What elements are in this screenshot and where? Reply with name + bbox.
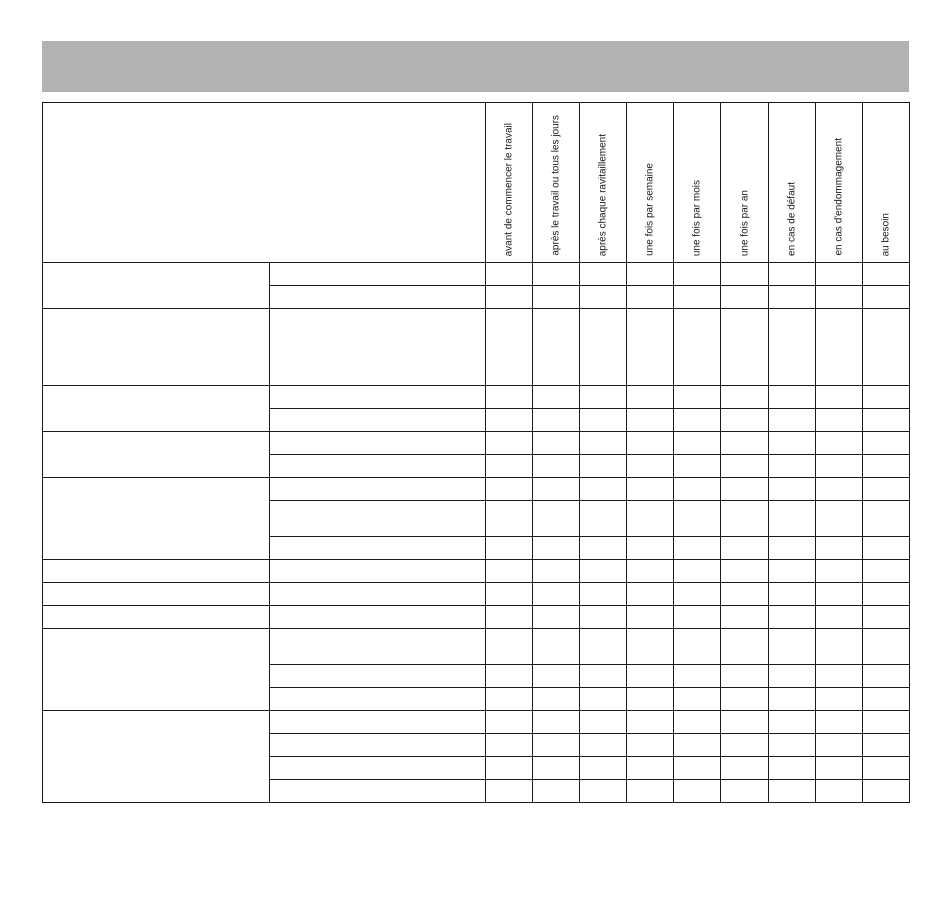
- check-cell[interactable]: [674, 583, 721, 606]
- check-cell[interactable]: [533, 309, 580, 386]
- check-cell[interactable]: [674, 757, 721, 780]
- check-cell[interactable]: [815, 780, 862, 803]
- check-cell[interactable]: [768, 263, 815, 286]
- check-cell[interactable]: [815, 478, 862, 501]
- check-cell[interactable]: [862, 780, 909, 803]
- check-cell[interactable]: [674, 734, 721, 757]
- freq-header-label: au besoin: [880, 212, 892, 256]
- task-cell: [269, 711, 485, 734]
- check-cell[interactable]: [486, 711, 533, 734]
- check-cell[interactable]: [533, 432, 580, 455]
- check-cell[interactable]: [627, 560, 674, 583]
- check-cell[interactable]: [627, 688, 674, 711]
- check-cell[interactable]: [721, 711, 768, 734]
- check-cell[interactable]: [862, 432, 909, 455]
- task-cell: [269, 780, 485, 803]
- check-cell[interactable]: [815, 432, 862, 455]
- check-cell[interactable]: [486, 780, 533, 803]
- freq-header-cell: [580, 103, 627, 263]
- check-cell[interactable]: [768, 286, 815, 309]
- check-cell[interactable]: [486, 501, 533, 537]
- check-cell[interactable]: [674, 606, 721, 629]
- freq-header-cell: [768, 103, 815, 263]
- freq-header-label: en cas d'endommagement: [833, 138, 845, 256]
- freq-header-cell: [721, 103, 768, 263]
- check-cell[interactable]: [862, 501, 909, 537]
- freq-header-label: avant de commencer le travail: [503, 122, 515, 256]
- check-cell[interactable]: [768, 583, 815, 606]
- check-cell[interactable]: [533, 780, 580, 803]
- task-cell: [269, 501, 485, 537]
- check-cell[interactable]: [627, 478, 674, 501]
- freq-header-label: après chaque ravitaillement: [597, 133, 609, 256]
- check-cell[interactable]: [815, 263, 862, 286]
- task-cell: [269, 478, 485, 501]
- check-cell[interactable]: [768, 688, 815, 711]
- check-cell[interactable]: [627, 432, 674, 455]
- check-cell[interactable]: [627, 455, 674, 478]
- check-cell[interactable]: [486, 286, 533, 309]
- check-cell[interactable]: [580, 583, 627, 606]
- check-cell[interactable]: [768, 309, 815, 386]
- check-cell[interactable]: [533, 386, 580, 409]
- check-cell[interactable]: [627, 501, 674, 537]
- check-cell[interactable]: [533, 560, 580, 583]
- check-cell[interactable]: [627, 583, 674, 606]
- check-cell[interactable]: [721, 537, 768, 560]
- freq-header-cell: [627, 103, 674, 263]
- check-cell[interactable]: [768, 409, 815, 432]
- check-cell[interactable]: [580, 478, 627, 501]
- task-cell: [269, 629, 485, 665]
- check-cell[interactable]: [768, 501, 815, 537]
- check-cell[interactable]: [862, 537, 909, 560]
- check-cell[interactable]: [580, 432, 627, 455]
- check-cell[interactable]: [627, 263, 674, 286]
- check-cell[interactable]: [721, 501, 768, 537]
- freq-header-cell: [674, 103, 721, 263]
- freq-header-label: une fois par an: [739, 189, 751, 256]
- check-cell[interactable]: [627, 409, 674, 432]
- task-cell: [269, 560, 485, 583]
- check-cell[interactable]: [862, 757, 909, 780]
- check-cell[interactable]: [627, 606, 674, 629]
- check-cell[interactable]: [674, 629, 721, 665]
- check-cell[interactable]: [721, 583, 768, 606]
- check-cell[interactable]: [533, 665, 580, 688]
- check-cell[interactable]: [580, 734, 627, 757]
- check-cell[interactable]: [815, 734, 862, 757]
- check-cell[interactable]: [815, 757, 862, 780]
- task-cell: [269, 432, 485, 455]
- check-cell[interactable]: [533, 478, 580, 501]
- check-cell[interactable]: [486, 583, 533, 606]
- component-cell: [43, 606, 270, 629]
- check-cell[interactable]: [580, 455, 627, 478]
- check-cell[interactable]: [862, 478, 909, 501]
- check-cell[interactable]: [815, 606, 862, 629]
- check-cell[interactable]: [862, 263, 909, 286]
- freq-header-label: en cas de défaut: [786, 182, 798, 256]
- check-cell[interactable]: [533, 688, 580, 711]
- check-cell[interactable]: [580, 386, 627, 409]
- check-cell[interactable]: [721, 386, 768, 409]
- check-cell[interactable]: [862, 560, 909, 583]
- component-cell: [43, 583, 270, 606]
- check-cell[interactable]: [815, 386, 862, 409]
- check-cell[interactable]: [627, 757, 674, 780]
- check-cell[interactable]: [862, 734, 909, 757]
- check-cell[interactable]: [815, 711, 862, 734]
- check-cell[interactable]: [768, 432, 815, 455]
- check-cell[interactable]: [862, 309, 909, 386]
- component-cell: [43, 309, 270, 386]
- check-cell[interactable]: [862, 606, 909, 629]
- freq-header-label: une fois par semaine: [644, 163, 656, 256]
- check-cell[interactable]: [815, 560, 862, 583]
- table-row: [43, 606, 910, 629]
- check-cell[interactable]: [674, 455, 721, 478]
- check-cell[interactable]: [627, 665, 674, 688]
- check-cell[interactable]: [768, 560, 815, 583]
- check-cell[interactable]: [674, 286, 721, 309]
- component-cell: [43, 386, 270, 432]
- check-cell[interactable]: [627, 734, 674, 757]
- check-cell[interactable]: [674, 432, 721, 455]
- check-cell[interactable]: [674, 560, 721, 583]
- check-cell[interactable]: [721, 688, 768, 711]
- check-cell[interactable]: [627, 780, 674, 803]
- check-cell[interactable]: [627, 286, 674, 309]
- check-cell[interactable]: [768, 734, 815, 757]
- task-cell: [269, 583, 485, 606]
- check-cell[interactable]: [721, 455, 768, 478]
- check-cell[interactable]: [721, 309, 768, 386]
- check-cell[interactable]: [580, 309, 627, 386]
- maintenance-schedule-table: [42, 102, 910, 803]
- check-cell[interactable]: [580, 501, 627, 537]
- check-cell[interactable]: [533, 606, 580, 629]
- check-cell[interactable]: [486, 665, 533, 688]
- check-cell[interactable]: [486, 409, 533, 432]
- check-cell[interactable]: [815, 286, 862, 309]
- check-cell[interactable]: [580, 560, 627, 583]
- check-cell[interactable]: [627, 629, 674, 665]
- check-cell[interactable]: [533, 501, 580, 537]
- task-cell: [269, 606, 485, 629]
- check-cell[interactable]: [721, 757, 768, 780]
- check-cell[interactable]: [486, 455, 533, 478]
- freq-header-label: une fois par mois: [691, 179, 703, 256]
- check-cell[interactable]: [674, 309, 721, 386]
- check-cell[interactable]: [674, 409, 721, 432]
- check-cell[interactable]: [815, 583, 862, 606]
- table-row: [43, 263, 910, 286]
- freq-header-cell: [486, 103, 533, 263]
- task-cell: [269, 757, 485, 780]
- item-header-cell: [43, 103, 486, 263]
- check-cell[interactable]: [486, 386, 533, 409]
- check-cell[interactable]: [533, 757, 580, 780]
- check-cell[interactable]: [862, 711, 909, 734]
- check-cell[interactable]: [486, 629, 533, 665]
- check-cell[interactable]: [580, 757, 627, 780]
- check-cell[interactable]: [815, 309, 862, 386]
- component-cell: [43, 263, 270, 309]
- check-cell[interactable]: [674, 386, 721, 409]
- check-cell[interactable]: [674, 780, 721, 803]
- task-cell: [269, 734, 485, 757]
- freq-header-cell: [815, 103, 862, 263]
- freq-header-label: après le travail ou tous les jours: [550, 115, 562, 256]
- check-cell[interactable]: [533, 583, 580, 606]
- check-cell[interactable]: [533, 711, 580, 734]
- component-cell: [43, 560, 270, 583]
- check-cell[interactable]: [580, 711, 627, 734]
- check-cell[interactable]: [721, 734, 768, 757]
- task-cell: [269, 286, 485, 309]
- check-cell[interactable]: [486, 263, 533, 286]
- check-cell[interactable]: [768, 478, 815, 501]
- task-cell: [269, 688, 485, 711]
- schedule-body: [43, 263, 910, 803]
- check-cell[interactable]: [768, 711, 815, 734]
- check-cell[interactable]: [674, 263, 721, 286]
- check-cell[interactable]: [721, 560, 768, 583]
- check-cell[interactable]: [768, 606, 815, 629]
- check-cell[interactable]: [580, 606, 627, 629]
- check-cell[interactable]: [815, 537, 862, 560]
- task-cell: [269, 537, 485, 560]
- table-row: [43, 478, 910, 501]
- check-cell[interactable]: [533, 734, 580, 757]
- check-cell[interactable]: [721, 665, 768, 688]
- check-cell[interactable]: [674, 501, 721, 537]
- check-cell[interactable]: [627, 537, 674, 560]
- check-cell[interactable]: [486, 560, 533, 583]
- table-row: [43, 560, 910, 583]
- check-cell[interactable]: [627, 711, 674, 734]
- check-cell[interactable]: [721, 432, 768, 455]
- check-cell[interactable]: [486, 606, 533, 629]
- check-cell[interactable]: [721, 478, 768, 501]
- check-cell[interactable]: [486, 734, 533, 757]
- check-cell[interactable]: [580, 688, 627, 711]
- check-cell[interactable]: [533, 409, 580, 432]
- table-row: [43, 386, 910, 409]
- check-cell[interactable]: [674, 665, 721, 688]
- check-cell[interactable]: [815, 455, 862, 478]
- check-cell[interactable]: [768, 780, 815, 803]
- check-cell[interactable]: [815, 688, 862, 711]
- check-cell[interactable]: [721, 286, 768, 309]
- task-cell: [269, 309, 485, 386]
- component-cell: [43, 478, 270, 560]
- check-cell[interactable]: [580, 263, 627, 286]
- check-cell[interactable]: [862, 583, 909, 606]
- freq-header-cell: [533, 103, 580, 263]
- task-cell: [269, 386, 485, 409]
- check-cell[interactable]: [580, 409, 627, 432]
- component-cell: [43, 711, 270, 803]
- check-cell[interactable]: [674, 478, 721, 501]
- check-cell[interactable]: [815, 409, 862, 432]
- check-cell[interactable]: [674, 711, 721, 734]
- check-cell[interactable]: [721, 629, 768, 665]
- table-row: [43, 711, 910, 734]
- check-cell[interactable]: [533, 263, 580, 286]
- check-cell[interactable]: [486, 537, 533, 560]
- check-cell[interactable]: [768, 386, 815, 409]
- check-cell[interactable]: [674, 688, 721, 711]
- check-cell[interactable]: [627, 386, 674, 409]
- component-cell: [43, 629, 270, 711]
- check-cell[interactable]: [533, 629, 580, 665]
- check-cell[interactable]: [580, 286, 627, 309]
- task-cell: [269, 455, 485, 478]
- check-cell[interactable]: [486, 478, 533, 501]
- task-cell: [269, 665, 485, 688]
- check-cell[interactable]: [721, 780, 768, 803]
- check-cell[interactable]: [533, 537, 580, 560]
- check-cell[interactable]: [768, 537, 815, 560]
- header-banner: [42, 41, 909, 92]
- check-cell[interactable]: [580, 780, 627, 803]
- check-cell[interactable]: [580, 665, 627, 688]
- check-cell[interactable]: [486, 688, 533, 711]
- check-cell[interactable]: [768, 629, 815, 665]
- check-cell[interactable]: [862, 455, 909, 478]
- check-cell[interactable]: [721, 606, 768, 629]
- check-cell[interactable]: [533, 455, 580, 478]
- component-cell: [43, 432, 270, 478]
- check-cell[interactable]: [580, 629, 627, 665]
- check-cell[interactable]: [486, 757, 533, 780]
- check-cell[interactable]: [815, 665, 862, 688]
- check-cell[interactable]: [721, 409, 768, 432]
- task-cell: [269, 263, 485, 286]
- check-cell[interactable]: [486, 432, 533, 455]
- check-cell[interactable]: [815, 629, 862, 665]
- freq-header-cell: [862, 103, 909, 263]
- table-row: [43, 309, 910, 386]
- check-cell[interactable]: [533, 286, 580, 309]
- table-row: [43, 432, 910, 455]
- task-cell: [269, 409, 485, 432]
- check-cell[interactable]: [486, 309, 533, 386]
- check-cell[interactable]: [580, 537, 627, 560]
- check-cell[interactable]: [862, 688, 909, 711]
- table-row: [43, 629, 910, 665]
- check-cell[interactable]: [768, 757, 815, 780]
- table-row: [43, 583, 910, 606]
- check-cell[interactable]: [627, 309, 674, 386]
- check-cell[interactable]: [862, 409, 909, 432]
- check-cell[interactable]: [721, 263, 768, 286]
- check-cell[interactable]: [768, 665, 815, 688]
- header-row: [43, 103, 910, 263]
- check-cell[interactable]: [862, 286, 909, 309]
- check-cell[interactable]: [768, 455, 815, 478]
- check-cell[interactable]: [862, 629, 909, 665]
- check-cell[interactable]: [674, 537, 721, 560]
- check-cell[interactable]: [862, 386, 909, 409]
- check-cell[interactable]: [862, 665, 909, 688]
- check-cell[interactable]: [815, 501, 862, 537]
